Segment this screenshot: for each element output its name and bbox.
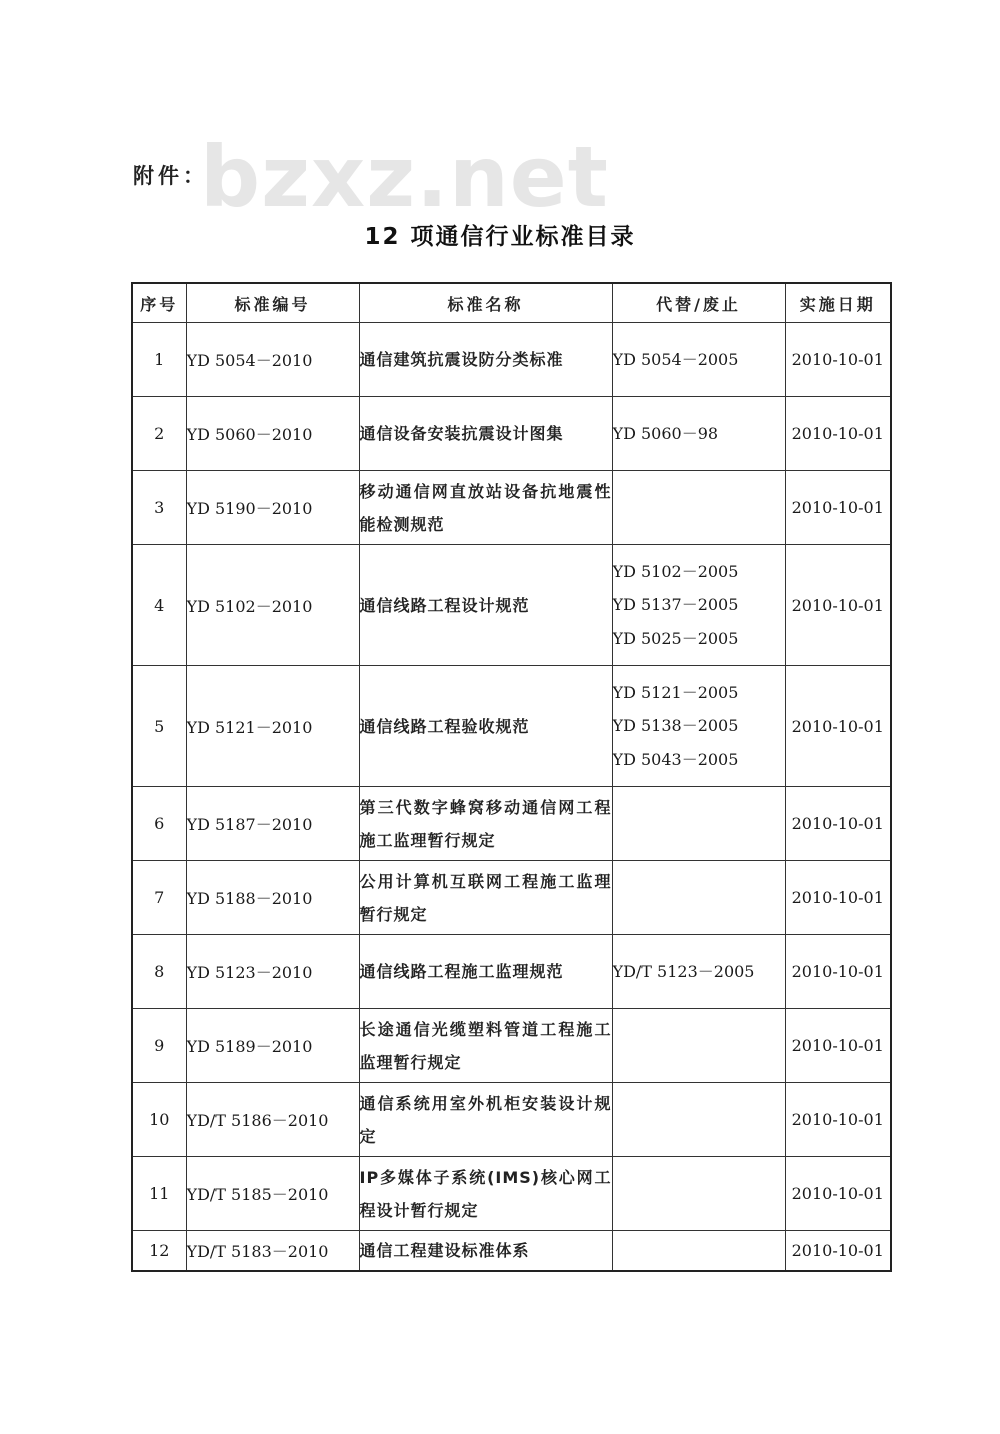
- row-number: 2: [132, 397, 186, 471]
- standard-name: 通信工程建设标准体系: [359, 1231, 612, 1271]
- replaced-standard: YD 5025－2005: [612, 628, 739, 648]
- replaces-cell: [612, 1157, 785, 1231]
- row-number: 6: [132, 787, 186, 861]
- table-header-row: [132, 283, 891, 323]
- effective-date: 2010-10-01: [785, 1083, 891, 1157]
- effective-date: 2010-10-01: [785, 787, 891, 861]
- standard-name: 通信建筑抗震设防分类标准: [359, 323, 612, 397]
- table-body: [132, 323, 891, 1271]
- effective-date: 2010-10-01: [785, 861, 891, 935]
- replaces-cell: [612, 323, 785, 397]
- header-code: 标准编号: [186, 283, 359, 323]
- row-number: 7: [132, 861, 186, 935]
- standard-name: 第三代数字蜂窝移动通信网工程施工监理暂行规定: [359, 787, 612, 861]
- replaces-cell: [612, 787, 785, 861]
- replaced-standard: YD 5137－2005: [612, 595, 739, 615]
- effective-date: 2010-10-01: [785, 471, 891, 545]
- replaced-standard: YD 5121－2005: [612, 682, 739, 702]
- header-name: 标准名称: [359, 283, 612, 323]
- standard-code: YD 5121－2010: [186, 666, 359, 787]
- table-row: [132, 787, 891, 861]
- standard-code: YD 5123－2010: [186, 935, 359, 1009]
- table-row: [132, 861, 891, 935]
- effective-date: 2010-10-01: [785, 545, 891, 666]
- standard-name: IP多媒体子系统(IMS)核心网工程设计暂行规定: [359, 1157, 612, 1231]
- standard-code: YD 5187－2010: [186, 787, 359, 861]
- row-number: 3: [132, 471, 186, 545]
- document-title: 12 项通信行业标准目录: [364, 224, 636, 250]
- table-row: [132, 1157, 891, 1231]
- effective-date: 2010-10-01: [785, 397, 891, 471]
- header-date: 实施日期: [785, 283, 891, 323]
- watermark: bzxz.net: [200, 128, 609, 226]
- header-no: 序号: [132, 283, 186, 323]
- effective-date: 2010-10-01: [785, 323, 891, 397]
- standard-name: 通信设备安装抗震设计图集: [359, 397, 612, 471]
- table-row: [132, 1083, 891, 1157]
- standard-code: YD/T 5185－2010: [186, 1157, 359, 1231]
- table-row: [132, 471, 891, 545]
- effective-date: 2010-10-01: [785, 1009, 891, 1083]
- replaces-cell: [612, 1009, 785, 1083]
- standard-code: YD/T 5186－2010: [186, 1083, 359, 1157]
- standards-table: [131, 282, 892, 1272]
- row-number: 12: [132, 1231, 186, 1271]
- header-replaces: 代替/废止: [612, 283, 785, 323]
- standard-code: YD 5190－2010: [186, 471, 359, 545]
- table-row: [132, 1231, 891, 1271]
- row-number: 5: [132, 666, 186, 787]
- standard-code: YD 5054－2010: [186, 323, 359, 397]
- replaced-standard: YD 5060－98: [612, 423, 719, 443]
- row-number: 1: [132, 323, 186, 397]
- effective-date: 2010-10-01: [785, 666, 891, 787]
- standard-code: YD/T 5183－2010: [186, 1231, 359, 1271]
- effective-date: 2010-10-01: [785, 935, 891, 1009]
- standard-code: YD 5189－2010: [186, 1009, 359, 1083]
- standard-name: 通信线路工程验收规范: [359, 666, 612, 787]
- table-row: [132, 397, 891, 471]
- replaces-cell: [612, 471, 785, 545]
- attachment-label: 附件：: [133, 164, 208, 188]
- replaced-standard: YD 5054－2005: [612, 349, 739, 369]
- table-row: [132, 323, 891, 397]
- table-row: [132, 666, 891, 787]
- replaced-standard: YD 5043－2005: [612, 749, 739, 769]
- standard-code: YD 5102－2010: [186, 545, 359, 666]
- row-number: 10: [132, 1083, 186, 1157]
- standard-code: YD 5060－2010: [186, 397, 359, 471]
- replaces-cell: [612, 1231, 785, 1271]
- row-number: 11: [132, 1157, 186, 1231]
- table-row: [132, 545, 891, 666]
- standard-code: YD 5188－2010: [186, 861, 359, 935]
- replaced-standard: YD/T 5123－2005: [612, 961, 755, 981]
- row-number: 8: [132, 935, 186, 1009]
- row-number: 9: [132, 1009, 186, 1083]
- replaces-cell: [612, 545, 785, 666]
- standard-name: 长途通信光缆塑料管道工程施工监理暂行规定: [359, 1009, 612, 1083]
- replaces-cell: [612, 397, 785, 471]
- standard-name: 移动通信网直放站设备抗地震性能检测规范: [359, 471, 612, 545]
- replaces-cell: [612, 1083, 785, 1157]
- replaces-cell: [612, 666, 785, 787]
- effective-date: 2010-10-01: [785, 1231, 891, 1271]
- replaces-cell: [612, 861, 785, 935]
- standard-name: 通信系统用室外机柜安装设计规定: [359, 1083, 612, 1157]
- standard-name: 通信线路工程设计规范: [359, 545, 612, 666]
- effective-date: 2010-10-01: [785, 1157, 891, 1231]
- replaces-cell: [612, 935, 785, 1009]
- table-row: [132, 1009, 891, 1083]
- table-row: [132, 935, 891, 1009]
- standard-name: 公用计算机互联网工程施工监理暂行规定: [359, 861, 612, 935]
- standard-name: 通信线路工程施工监理规范: [359, 935, 612, 1009]
- row-number: 4: [132, 545, 186, 666]
- replaced-standard: YD 5138－2005: [612, 716, 739, 736]
- replaced-standard: YD 5102－2005: [612, 561, 739, 581]
